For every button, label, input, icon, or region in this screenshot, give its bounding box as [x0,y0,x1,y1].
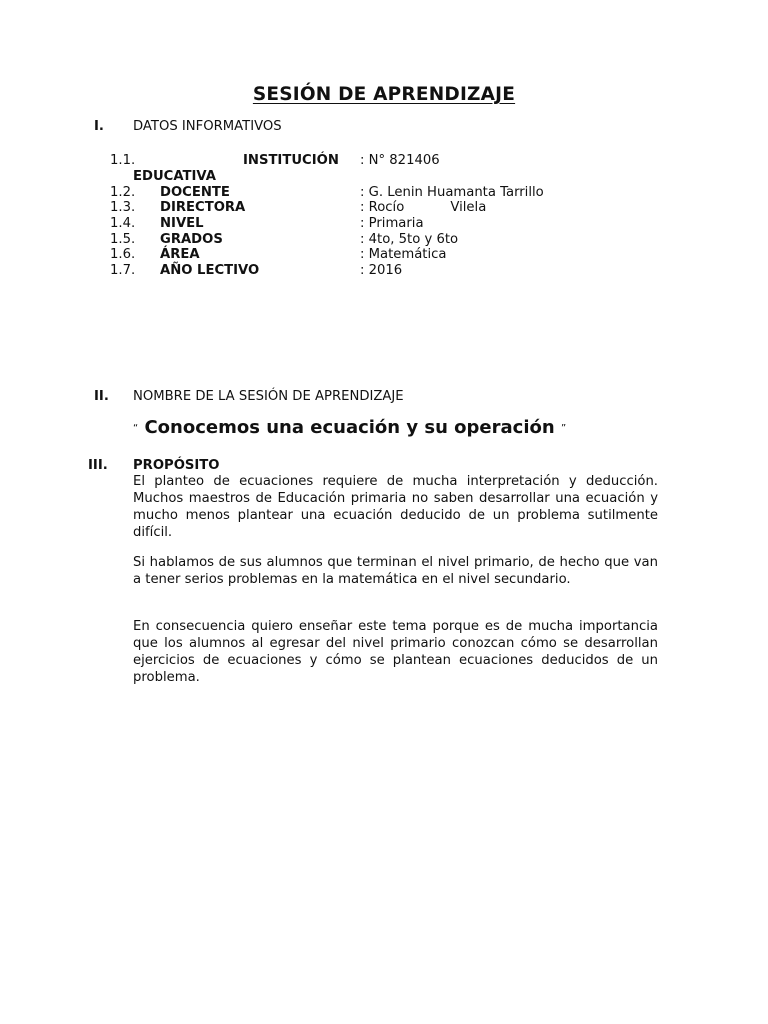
info-row-value: : Rocío Vilela [360,200,487,215]
purpose-paragraph-2: Si hablamos de sus alumnos que terminan el nivel primario, de hecho que van a tener serios problemas en la matemática en el nivel secundario. [133,555,658,587]
info-row-number: 1.3. [110,200,136,215]
info-row-number: 1.7. [110,263,136,278]
section-3-number: III. [88,458,108,473]
info-row-number: 1.5. [110,232,136,247]
info-row-nivel [0,216,768,232]
info-row-number: 1.1. [110,153,136,168]
info-row-number: 1.4. [110,216,136,231]
info-row-number: 1.6. [110,247,136,262]
section-2-heading: NOMBRE DE LA SESIÓN DE APRENDIZAJE [133,389,404,404]
info-row-number: 1.2. [110,185,136,200]
info-row-value: : 2016 [360,263,403,278]
info-row-label: AÑO LECTIVO [160,263,260,278]
info-row-directora [0,200,768,216]
info-row-label: DIRECTORA [160,200,246,215]
info-row-value: : 4to, 5to y 6to [360,232,459,247]
info-row-value: : G. Lenin Huamanta Tarrillo [360,185,544,200]
info-row-grados [0,232,768,248]
section-2-number: II. [94,389,109,404]
section-1-heading: DATOS INFORMATIVOS [133,119,282,134]
info-row-label: GRADOS [160,232,223,247]
session-name [133,417,566,438]
section-3-heading: PROPÓSITO [133,458,220,473]
info-row-value: : Primaria [360,216,424,231]
info-row-value: : N° 821406 [360,153,440,168]
purpose-paragraph-3: En consecuencia quiero enseñar este tema porque es de mucha importancia que los alumnos al egresar del nivel primario conozcan cómo se desarrollan ejercicios de ecuaciones y cómo se plantean ecuaciones deducidos de un problema. [133,619,658,685]
info-row-label: INSTITUCIÓN [243,153,339,168]
document-title: SESIÓN DE APRENDIZAJE [252,84,516,105]
info-row-value: : Matemática [360,247,447,262]
info-row-institucion [0,153,768,169]
info-row-label-continuation: EDUCATIVA [133,169,216,184]
purpose-paragraph-1: El planteo de ecuaciones requiere de mucha interpretación y deducción. Muchos maestros de Educación primaria no saben desarrollar una ecuación y mucho menos plantear una ecuación deducido de un problema sutilmente difícil. [133,474,658,540]
close-quote: ” [560,423,567,434]
session-name-text: Conocemos una ecuación y su operación [144,417,555,438]
info-row-label: ÁREA [160,247,200,262]
open-quote: “ [133,423,139,434]
info-row-label: DOCENTE [160,185,230,200]
info-row-ano-lectivo [0,263,768,279]
info-row-label: NIVEL [160,216,204,231]
info-row-area [0,247,768,263]
section-1-number: I. [94,119,104,134]
info-row-docente [0,185,768,201]
